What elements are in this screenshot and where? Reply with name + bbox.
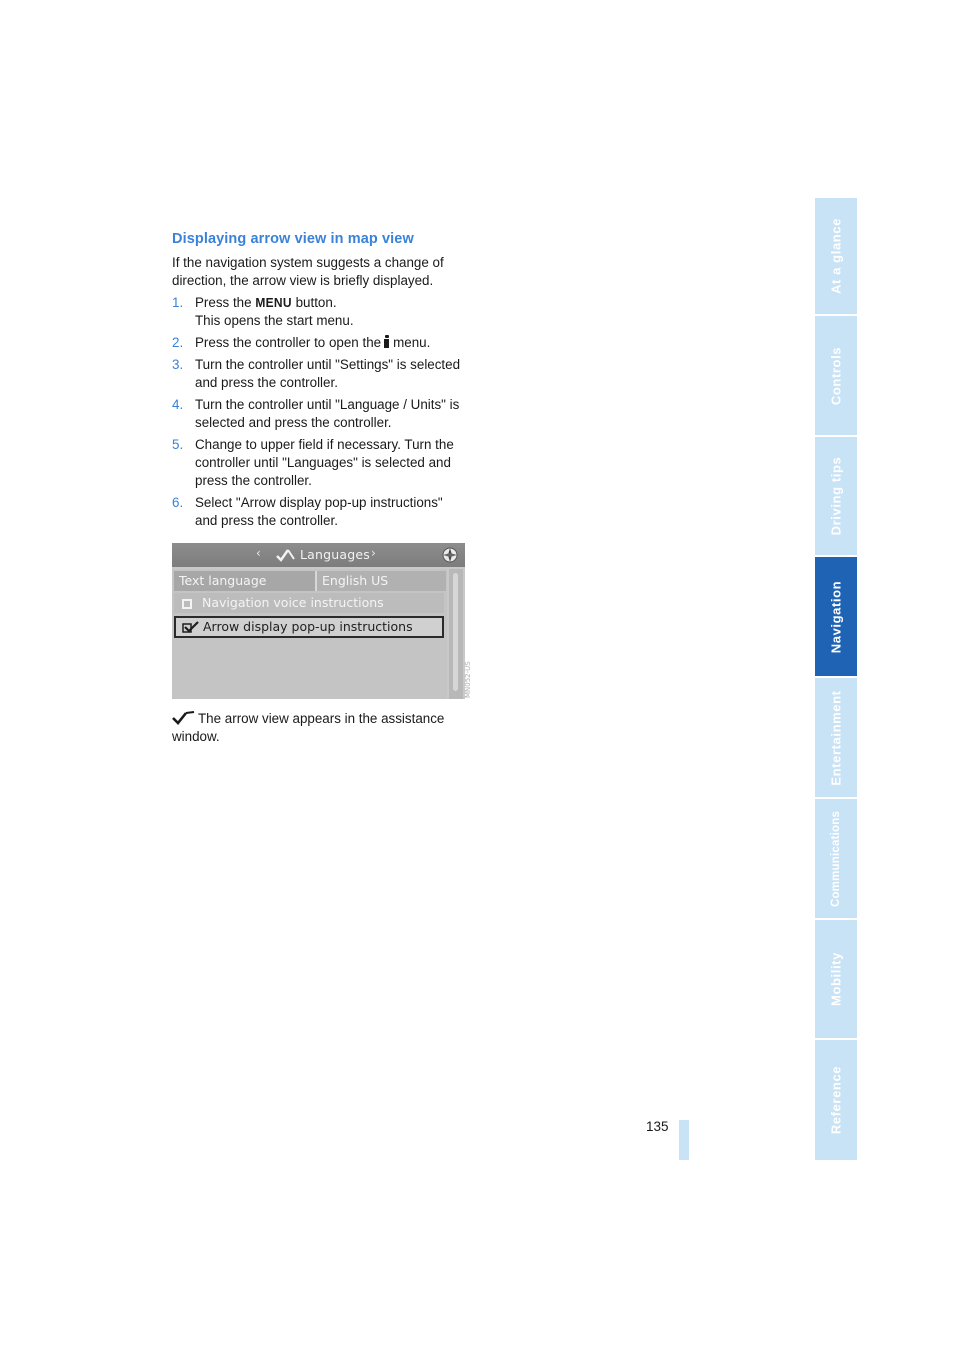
step-text: Press the controller to open the <box>195 335 382 350</box>
tab-driving-tips[interactable] <box>815 437 857 557</box>
tab-reference[interactable] <box>815 1040 857 1160</box>
step-text-line2: This opens the start menu. <box>195 313 354 328</box>
tab-label: At a glance <box>828 218 844 294</box>
tab-label: Entertainment <box>828 689 844 786</box>
checkbox-icon[interactable] <box>182 599 192 609</box>
step-text: Press the <box>195 295 252 310</box>
tab-label: Reference <box>828 1065 844 1135</box>
step-text: Turn the controller until "Settings" is selected and press the controller. <box>195 357 461 390</box>
arrow-display-label: Arrow display pop-up instructions <box>203 619 413 634</box>
tab-label: Communications <box>830 810 842 907</box>
text-language-label: Text language <box>179 573 267 588</box>
text-language-value: English US <box>322 573 389 588</box>
voice-instructions-row[interactable] <box>174 593 444 613</box>
arrow-display-row[interactable] <box>174 616 444 638</box>
menu-button-label: MENU <box>255 295 292 311</box>
step-number: 2. <box>172 335 184 350</box>
tab-navigation[interactable] <box>815 557 857 678</box>
page-number: 135 <box>646 1119 669 1134</box>
step-2 <box>172 334 467 352</box>
step-3 <box>172 356 467 392</box>
result-paragraph <box>172 710 467 746</box>
step-number: 5. <box>172 437 184 452</box>
tab-controls[interactable] <box>815 316 857 437</box>
wrench-check-icon <box>276 548 296 562</box>
step-number: 1. <box>172 295 184 310</box>
result-text: The arrow view appears in the assistance window. <box>172 711 445 744</box>
tab-communications[interactable] <box>815 799 857 920</box>
step-text: Turn the controller until "Language / Units" is selected and press the controller. <box>195 397 460 430</box>
screen-header <box>172 543 465 567</box>
intro-paragraph: If the navigation system suggests a change of direction, the arrow view is briefly displayed. <box>172 255 444 288</box>
step-1 <box>172 294 467 330</box>
image-code: MN052-US <box>464 661 472 698</box>
step-number: 4. <box>172 397 184 412</box>
screen-title: Languages <box>300 547 371 562</box>
step-text: Select "Arrow display pop-up instructions" and press the controller. <box>195 495 443 528</box>
tab-entertainment[interactable] <box>815 678 857 799</box>
checked-box-icon[interactable] <box>182 621 200 634</box>
idrive-screen <box>172 543 465 699</box>
step-number: 6. <box>172 495 184 510</box>
step-text: Change to upper field if necessary. Turn the controller until "Languages" is selected and press the controller. <box>195 437 454 488</box>
text-language-row[interactable] <box>174 571 444 591</box>
step-4 <box>172 396 467 432</box>
step-text: button. <box>295 295 337 310</box>
page-marker-bar <box>679 1120 689 1160</box>
tab-label: Controls <box>828 346 844 405</box>
tab-label: Mobility <box>828 952 844 1006</box>
compass-icon <box>441 546 459 564</box>
checkmark-icon <box>172 711 196 725</box>
header-prev-chevron[interactable]: ‹ <box>256 546 261 560</box>
tab-label: Navigation <box>828 580 844 653</box>
header-next-chevron[interactable]: › <box>371 546 376 560</box>
section-title: Displaying arrow view in map view <box>172 231 414 247</box>
step-5 <box>172 436 467 490</box>
tab-mobility[interactable] <box>815 920 857 1040</box>
step-text: menu. <box>393 335 431 350</box>
step-number: 3. <box>172 357 184 372</box>
tab-label: Driving tips <box>828 456 844 536</box>
tab-at-a-glance[interactable] <box>815 198 857 316</box>
screen-scrollbar[interactable] <box>449 569 463 699</box>
info-icon <box>383 335 391 348</box>
voice-instructions-label: Navigation voice instructions <box>202 595 384 610</box>
screen-menu <box>172 569 447 699</box>
chapter-tabs <box>815 198 857 1160</box>
step-list <box>172 294 467 534</box>
text-language-value-field[interactable] <box>315 571 446 591</box>
step-6 <box>172 494 467 530</box>
